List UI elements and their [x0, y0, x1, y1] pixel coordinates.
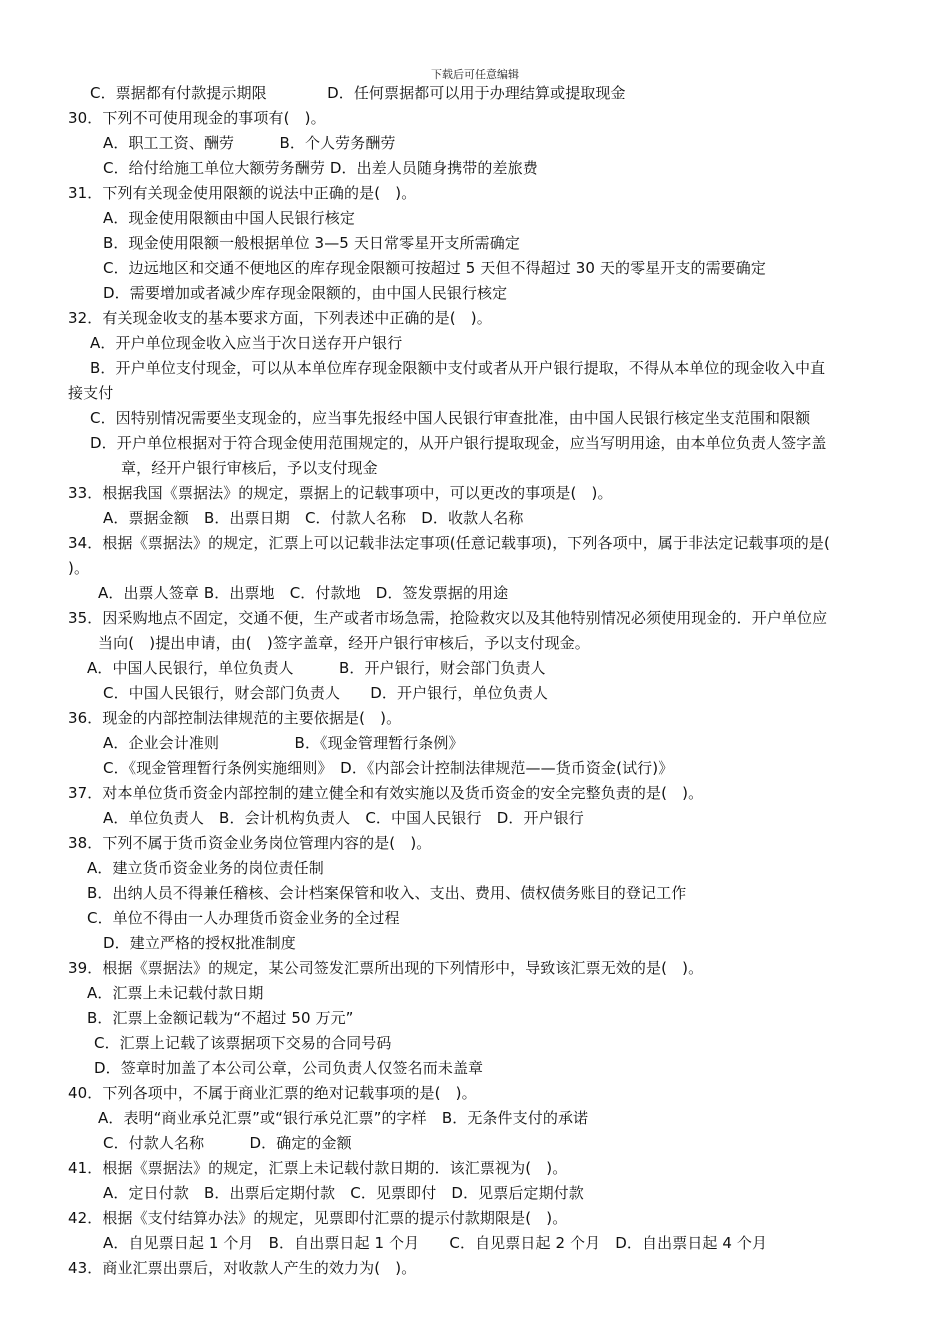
option-line: C．票据都有付款提示期限 D．任何票据都可以用于办理结算或提取现金 — [90, 84, 626, 102]
option-line: A．自见票日起 1 个月 B．自出票日起 1 个月 C．自见票日起 2 个月 D．自出票日起 4 个月 — [103, 1234, 768, 1252]
option-line: A．单位负责人 B．会计机构负责人 C．中国人民银行 D．开户银行 — [103, 809, 584, 827]
option-line-continued: 接支付 — [68, 384, 114, 402]
option-line: C．单位不得由一人办理货币资金业务的全过程 — [87, 909, 400, 927]
option-line: B．汇票上金额记载为“不超过 50 万元” — [87, 1009, 354, 1027]
option-line: A．汇票上未记载付款日期 — [87, 984, 264, 1002]
question-line: 36．现金的内部控制法律规范的主要依据是( )。 — [68, 709, 402, 727]
question-line: 42．根据《支付结算办法》的规定，见票即付汇票的提示付款期限是( )。 — [68, 1209, 568, 1227]
option-line: C．边远地区和交通不便地区的库存现金限额可按超过 5 天但不得超过 30 天的零星开支的需要确定 — [103, 259, 766, 277]
option-line: A．定日付款 B．出票后定期付款 C．见票即付 D．见票后定期付款 — [103, 1184, 584, 1202]
option-line: C．汇票上记载了该票据项下交易的合同号码 — [94, 1034, 392, 1052]
option-line: C．因特别情况需要坐支现金的，应当事先报经中国人民银行审查批准，由中国人民银行核定坐支范围和限额 — [90, 409, 811, 427]
option-line: D．需要增加或者减少库存现金限额的，由中国人民银行核定 — [103, 284, 508, 302]
option-line: C．《现金管理暂行条例实施细则》 D．《内部会计控制法律规范——货币资金(试行)》 — [103, 759, 674, 777]
question-line: 40．下列各项中，不属于商业汇票的绝对记载事项的是( )。 — [68, 1084, 477, 1102]
option-line: C．付款人名称 D．确定的金额 — [103, 1134, 352, 1152]
option-line: A．出票人签章 B．出票地 C．付款地 D．签发票据的用途 — [98, 584, 509, 602]
question-line: 34．根据《票据法》的规定，汇票上可以记载非法定事项(任意记载事项)，下列各项中，属于非法定记载事项的是( — [68, 534, 830, 552]
option-line: A．票据金额 B．出票日期 C．付款人名称 D．收款人名称 — [103, 509, 524, 527]
question-line: 39．根据《票据法》的规定，某公司签发汇票所出现的下列情形中，导致该汇票无效的是( )。 — [68, 959, 704, 977]
option-line: D．签章时加盖了本公司公章，公司负责人仅签名而未盖章 — [94, 1059, 484, 1077]
question-line-continued: 当向( )提出申请，由( )签字盖章，经开户银行审核后，予以支付现金。 — [98, 634, 590, 652]
question-line: 41．根据《票据法》的规定，汇票上未记载付款日期的．该汇票视为( )。 — [68, 1159, 568, 1177]
question-line: 33．根据我国《票据法》的规定，票据上的记载事项中，可以更改的事项是( )。 — [68, 484, 613, 502]
option-line: A．开户单位现金收入应当于次日送存开户银行 — [90, 334, 403, 352]
option-line: B．现金使用限额一般根据单位 3—5 天日常零星开支所需确定 — [103, 234, 520, 252]
question-line: 32．有关现金收支的基本要求方面，下列表述中正确的是( )。 — [68, 309, 492, 327]
option-line: D．建立严格的授权批准制度 — [103, 934, 296, 952]
option-line: C．中国人民银行，财会部门负责人 D．开户银行，单位负责人 — [103, 684, 549, 702]
option-line: A．现金使用限额由中国人民银行核定 — [103, 209, 355, 227]
option-line: A．中国人民银行，单位负责人 B．开户银行，财会部门负责人 — [87, 659, 546, 677]
question-line: 35．因采购地点不固定，交通不便，生产或者市场急需，抢险救灾以及其他特别情况必须使用现金的．开户单位应 — [68, 609, 828, 627]
option-line: A．职工工资、酬劳 B．个人劳务酬劳 — [103, 134, 396, 152]
question-line: 30．下列不可使用现金的事项有( )。 — [68, 109, 326, 127]
option-line: C．给付给施工单位大额劳务酬劳 D．出差人员随身携带的差旅费 — [103, 159, 538, 177]
option-line: A．建立货币资金业务的岗位责任制 — [87, 859, 324, 877]
question-line: 31．下列有关现金使用限额的说法中正确的是( )。 — [68, 184, 417, 202]
option-line: B．出纳人员不得兼任稽核、会计档案保管和收入、支出、费用、债权债务账目的登记工作 — [87, 884, 687, 902]
option-line: A．企业会计准则 B．《现金管理暂行条例》 — [103, 734, 464, 752]
option-line: D．开户单位根据对于符合现金使用范围规定的，从开户银行提取现金，应当写明用途，由本单位负责人签字盖 — [90, 434, 827, 452]
question-line: 38．下列不属于货币资金业务岗位管理内容的是( )。 — [68, 834, 432, 852]
question-line: 43．商业汇票出票后，对收款人产生的效力为( )。 — [68, 1259, 417, 1277]
page-header: 下载后可任意编辑 — [431, 68, 519, 81]
option-line: B．开户单位支付现金，可以从本单位库存现金限额中支付或者从开户银行提取，不得从本单位的现金收入中直 — [90, 359, 826, 377]
question-line-continued: )。 — [68, 559, 90, 577]
question-line: 37．对本单位货币资金内部控制的建立健全和有效实施以及货币资金的安全完整负责的是( )。 — [68, 784, 704, 802]
option-line: A．表明“商业承兑汇票”或“银行承兑汇票”的字样 B．无条件支付的承诺 — [98, 1109, 589, 1127]
option-line-continued: 章，经开户银行审核后，予以支付现金 — [121, 459, 378, 477]
